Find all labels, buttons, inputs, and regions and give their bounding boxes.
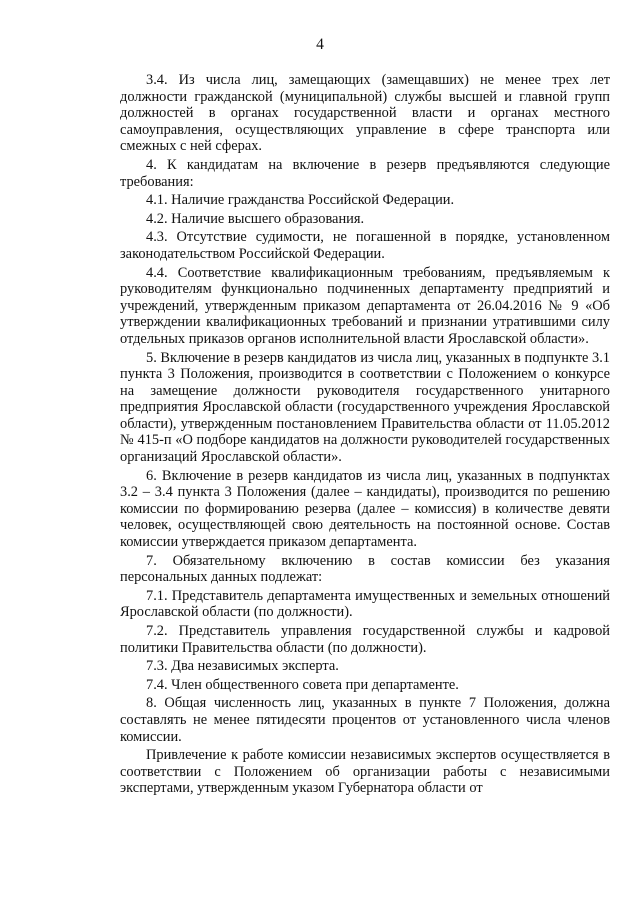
paragraph-7: 7. Обязательному включению в состав комиссии без указания персональных данных подлежат: — [120, 552, 610, 586]
paragraph-4: 4. К кандидатам на включение в резерв предъявляются следующие требования: — [120, 156, 610, 190]
paragraph-4-2: 4.2. Наличие высшего образования. — [146, 210, 365, 227]
document-body — [120, 72, 610, 799]
paragraph-4-3: 4.3. Отсутствие судимости, не погашенной в порядке, установленном законодательством Российской Федерации. — [120, 229, 610, 262]
paragraph-6: 6. Включение в резерв кандидатов из числа лиц, указанных в подпунктах 3.2 – 3.4 пункта 3 Положения (далее – кандидаты), производится по решению комиссии по формированию резерва (далее – комиссия) в количестве девяти человек, осуществляющей свою деятельность на постоянной основе. Состав комиссии утверждается приказом департамента. — [120, 467, 610, 551]
paragraph-7-1: 7.1. Представитель департамента имущественных и земельных отношений Ярославской области (по должности). — [120, 587, 610, 621]
paragraph-7-3: 7.3. Два независимых эксперта. — [146, 658, 339, 675]
paragraph-4-4: 4.4. Соответствие квалификационным требованиям, предъявляемым к руководителям функционально подчиненных департаменту предприятий и учреждений, утвержденным приказом департамента от 26.04.2016 № 9 «Об утверждении квалификационных требований и признании утратившими силу отдельных приказов органов исполнительной власти Ярославской области». — [120, 264, 610, 347]
page-number: 4 — [316, 36, 324, 53]
paragraph-experts: Привлечение к работе комиссии независимых экспертов осуществляется в соответствии с Положением об организации работы с независимыми экспертами, утвержденным указом Губернатора области от — [120, 747, 610, 797]
paragraph-4-1: 4.1. Наличие гражданства Российской Федерации. — [146, 192, 455, 209]
paragraph-8: 8. Общая численность лиц, указанных в пункте 7 Положения, должна составлять не менее пятидесяти процентов от установленного числа членов комиссии. — [120, 695, 610, 745]
paragraph-7-2: 7.2. Представитель управления государственной службы и кадровой политики Правительства области (по должности). — [120, 623, 610, 656]
paragraph-3-4: 3.4. Из числа лиц, замещающих (замещавших) не менее трех лет должности гражданской (муниципальной) службы высшей и главной групп должностей в органах государственной власти и органах местного самоуправления, осуществляющих управление в сфере транспорта или смежных с ней сферах. — [120, 72, 610, 155]
paragraph-7-4: 7.4. Член общественного совета при департаменте. — [146, 676, 459, 693]
paragraph-5: 5. Включение в резерв кандидатов из числа лиц, указанных в подпункте 3.1 пункта 3 Положения, производится в соответствии с Положением о конкурсе на замещение должности руководителя государственного унитарного предприятия Ярославской области (государственного учреждения Ярославской области), утвержденным постановлением Правительства области от 11.05.2012 № 415-п «О подборе кандидатов на должности руководителей государственных организаций Ярославской области». — [120, 349, 610, 466]
